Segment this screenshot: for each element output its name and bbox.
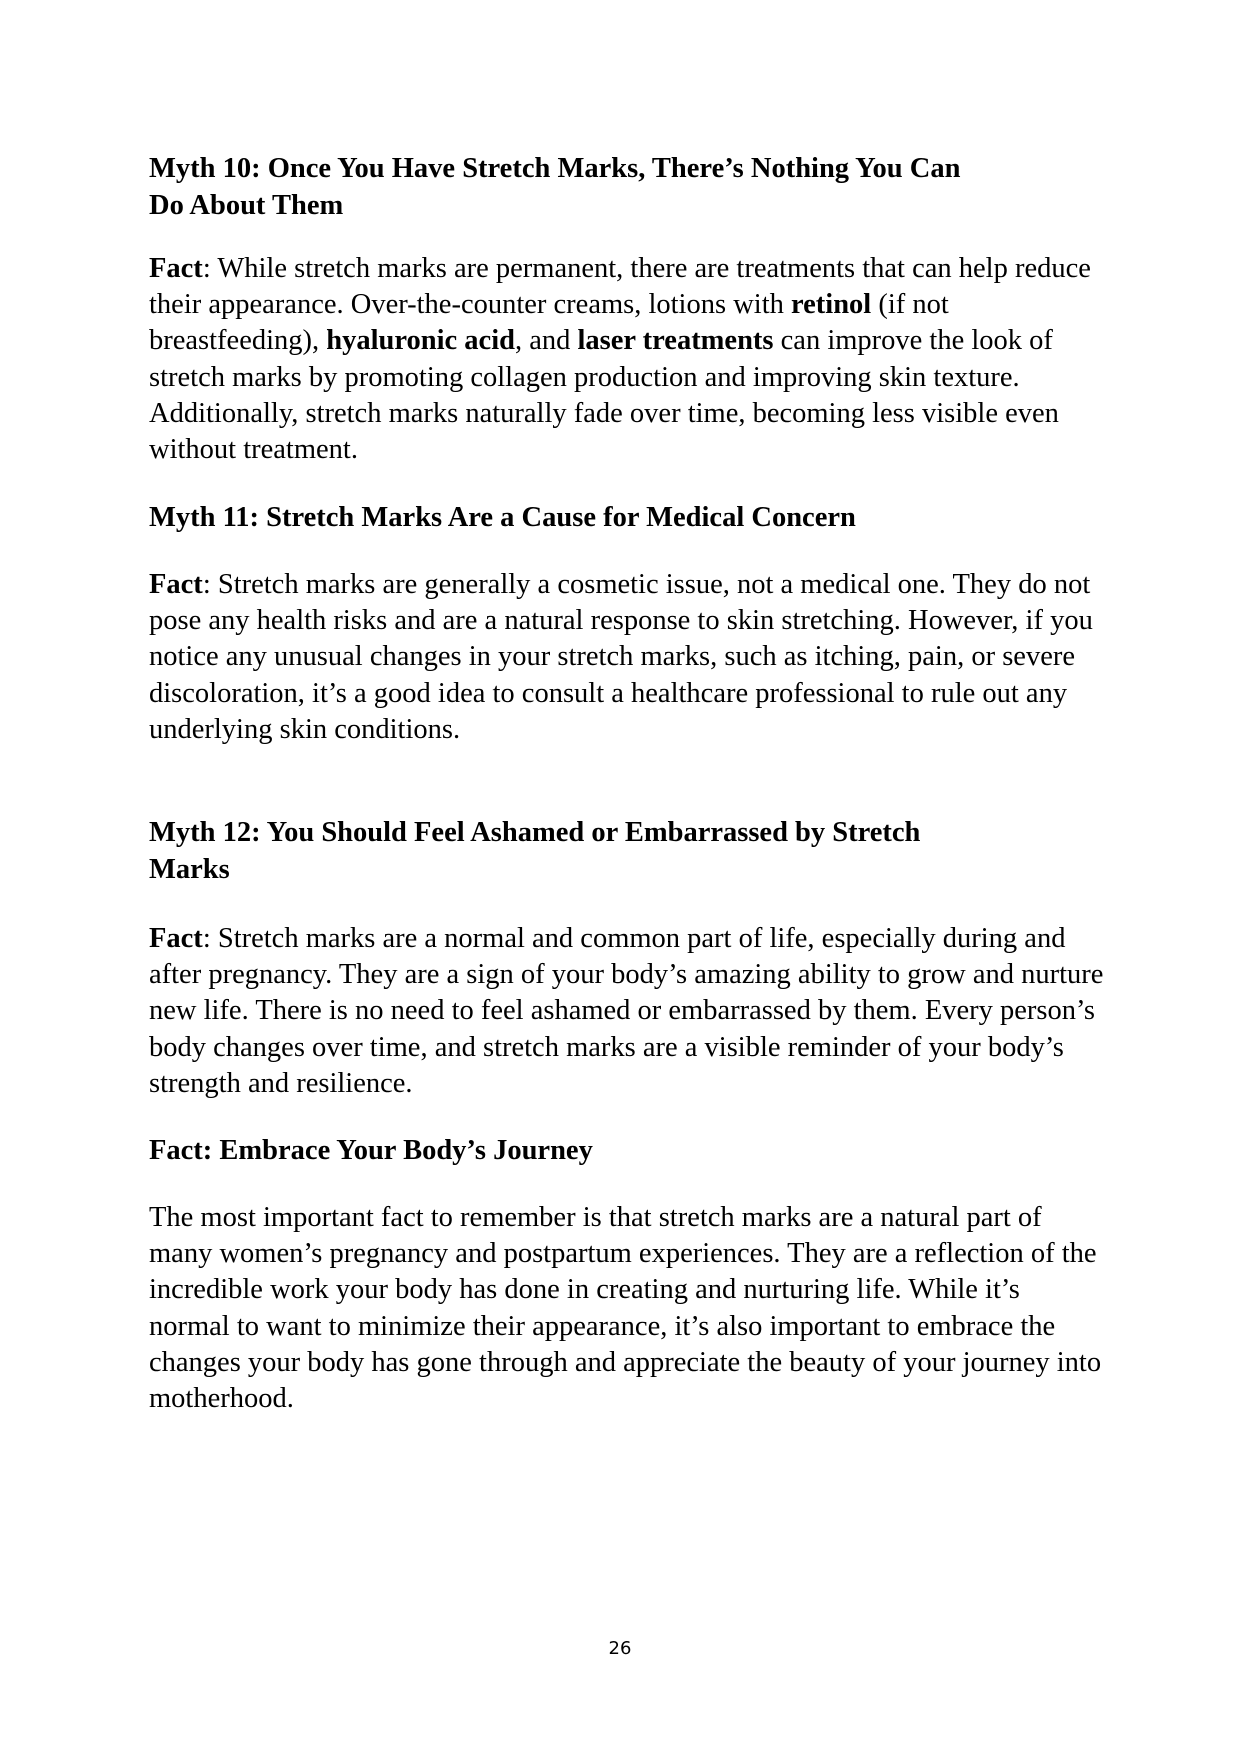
fact-label: Fact	[149, 923, 203, 954]
bold-term: hyaluronic acid	[326, 325, 515, 357]
text-run: can improve the look of stretch marks by promoting collagen production and improving skin texture. Additionally, stretch marks naturally fade over time, becoming less visible even without treatment.	[149, 325, 1059, 466]
text-run: : Stretch marks are generally a cosmetic issue, not a medical one. They do not pose any health risks and are a natural response to skin stretching. However, if you notice any unusual changes in your stretch marks, such as itching, pain, or severe discoloration, it’s a good idea to consult a healthcare professional to rule out any underlying skin conditions.	[149, 569, 1093, 745]
myth-12-fact	[149, 921, 1104, 1102]
page-number: 26	[608, 1638, 632, 1659]
myth-10-heading: Myth 10: Once You Have Stretch Marks, There’s Nothing You Can Do About Them	[149, 153, 961, 221]
fact-label: Fact	[149, 569, 203, 600]
embrace-paragraph	[149, 1200, 1104, 1417]
embrace-heading: Fact: Embrace Your Body’s Journey	[149, 1135, 593, 1166]
bold-term: retinol	[791, 289, 872, 321]
text-run: The most important fact to remember is that stretch marks are a natural part of many women’s pregnancy and postpartum experiences. They are a reflection of the incredible work your body has done in creating and nurturing life. While it’s normal to want to minimize their appearance, it’s also important to embrace the changes your body has gone through and appreciate the beauty of your journey into motherhood.	[149, 1202, 1102, 1415]
text-run: : Stretch marks are a normal and common part of life, especially during and after pregnancy. They are a sign of your body’s amazing ability to grow and nurture new life. There is no need to feel ashamed or embarrassed by them. Every person’s body changes over time, and stretch marks are a visible reminder of your body’s strength and resilience.	[149, 923, 1104, 1099]
myth-11-heading: Myth 11: Stretch Marks Are a Cause for Medical Concern	[149, 502, 856, 533]
text-run: , and	[514, 325, 578, 357]
bold-term: laser treatments	[577, 325, 774, 357]
myth-10-fact	[149, 251, 1104, 468]
text-run: (if not breastfeeding),	[149, 289, 949, 357]
fact-label: Fact	[149, 253, 203, 284]
myth-11-fact	[149, 567, 1104, 748]
text-run: : While stretch marks are permanent, there are treatments that can help reduce their appearance. Over-the-counter creams, lotions with	[149, 253, 1091, 321]
myth-12-heading: Myth 12: You Should Feel Ashamed or Embarrassed by Stretch Marks	[149, 817, 921, 885]
